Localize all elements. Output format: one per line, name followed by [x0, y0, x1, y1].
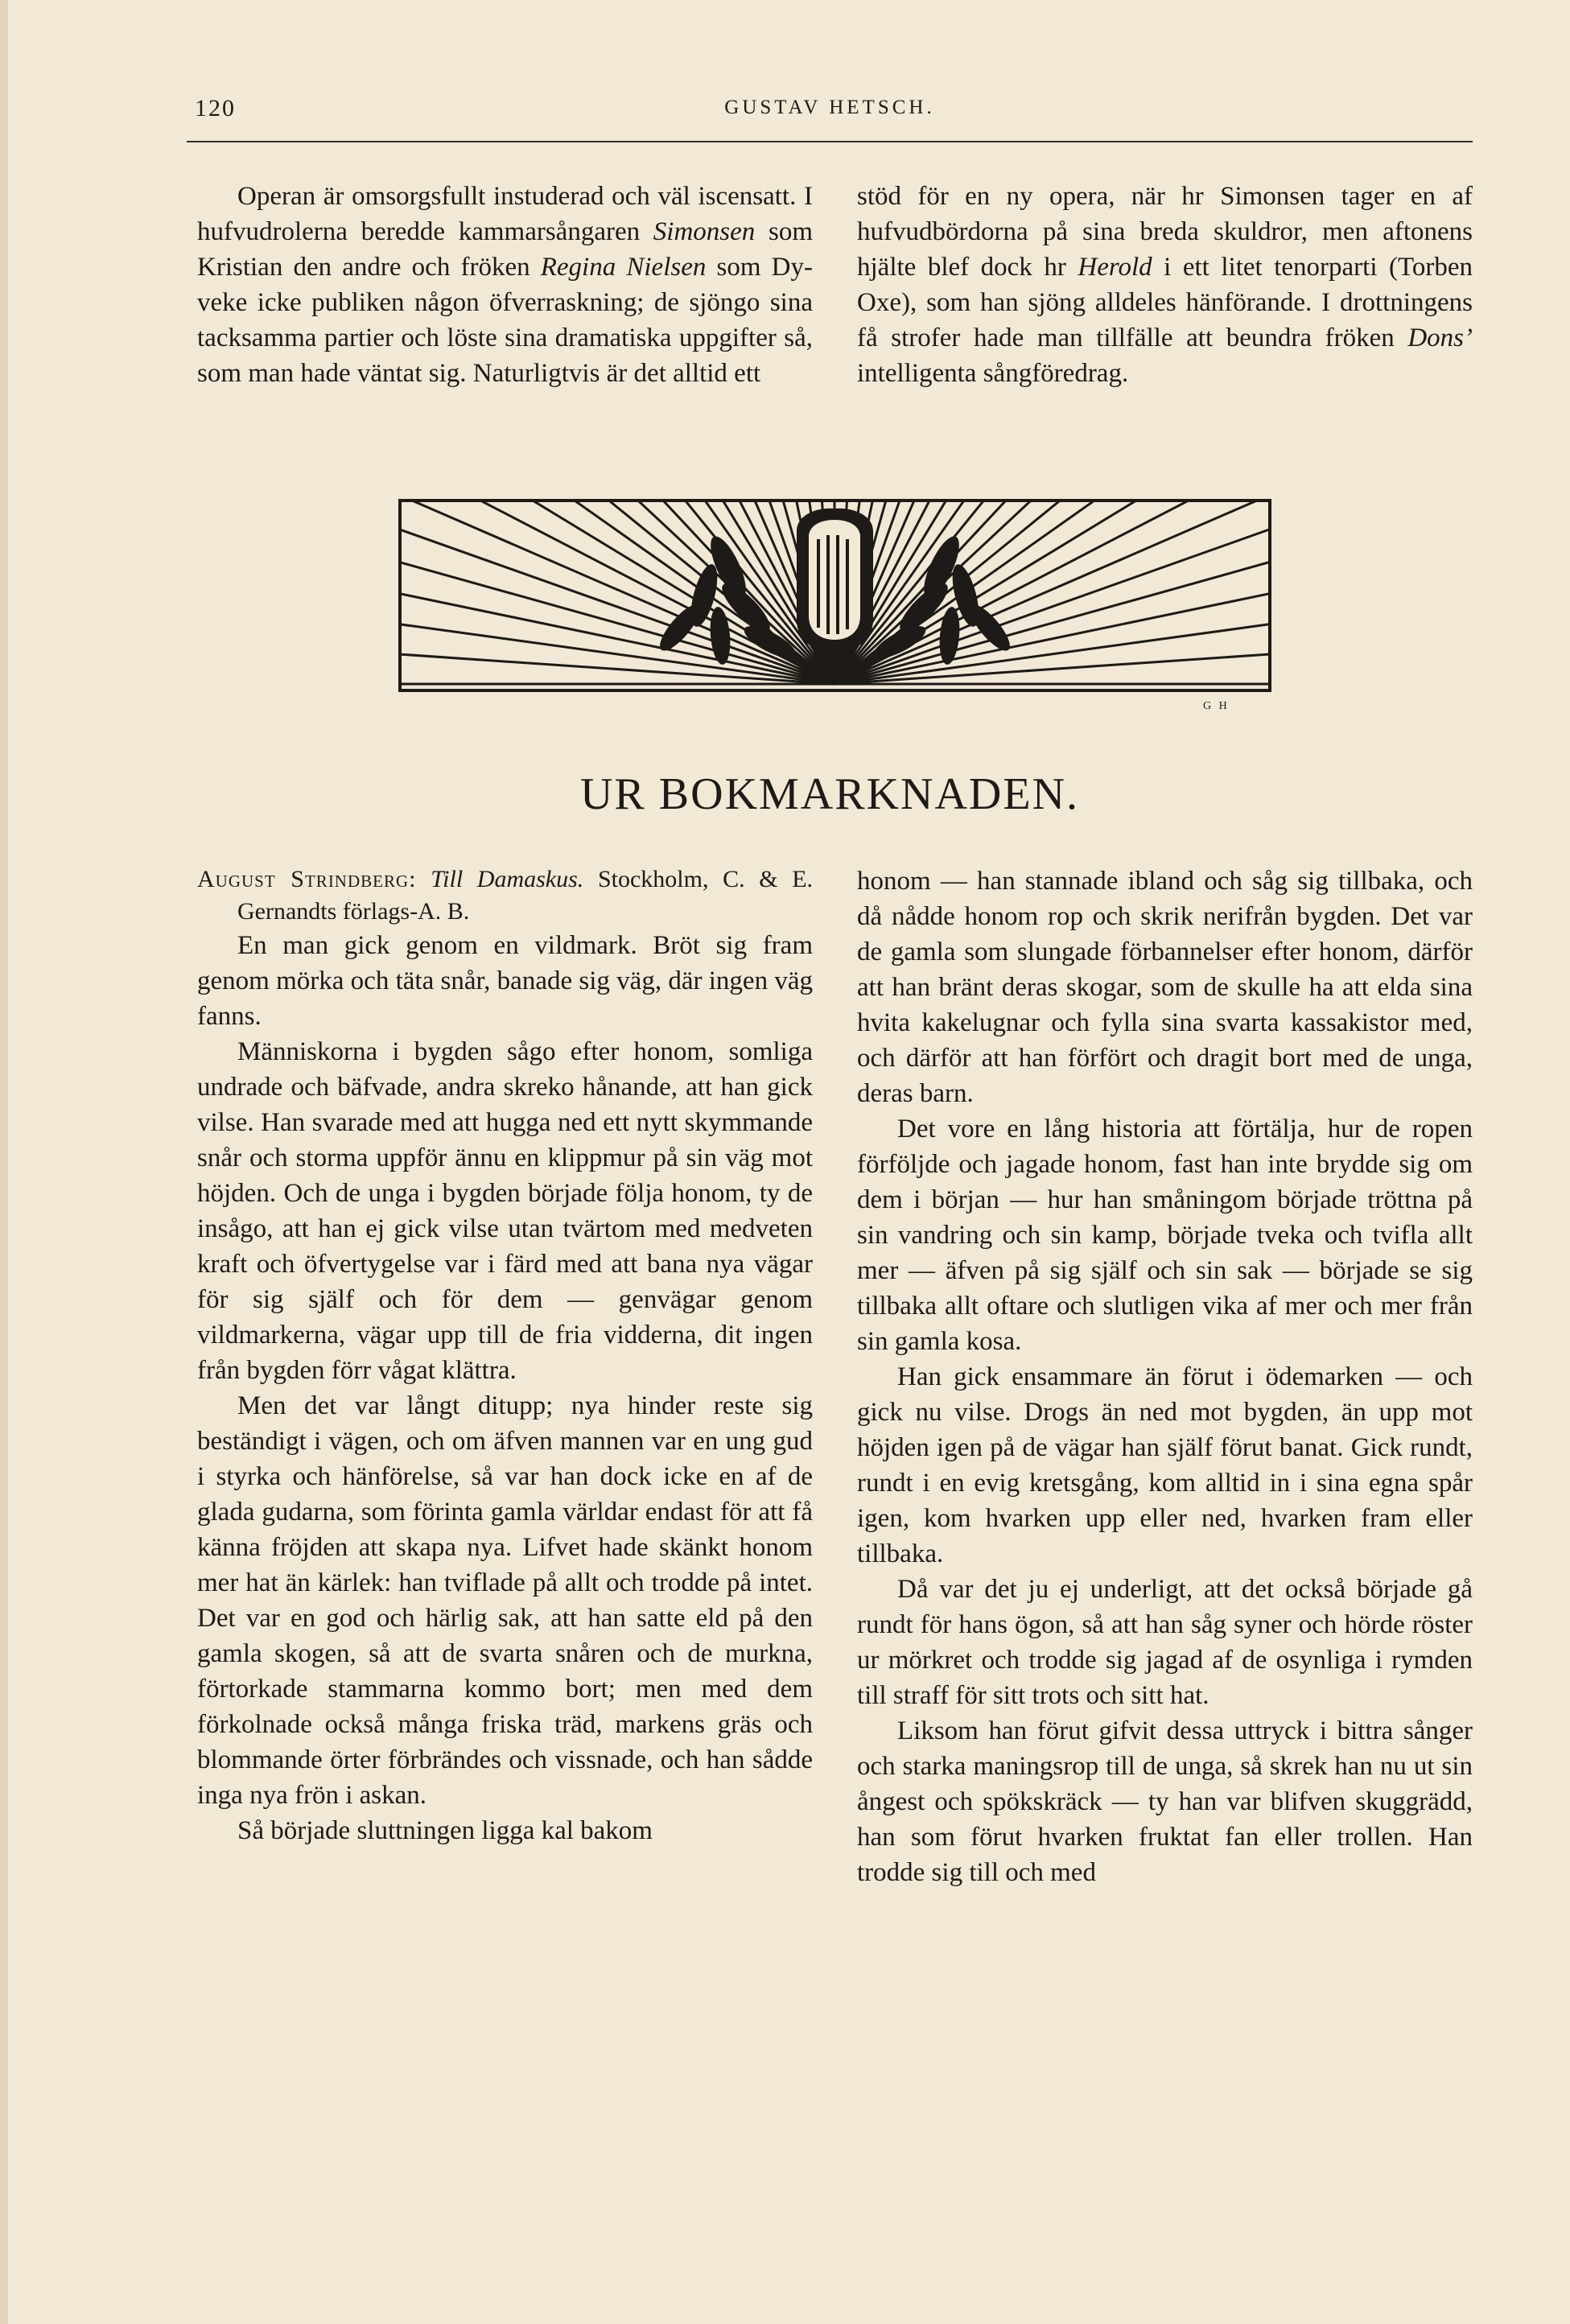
- running-title: GUSTAV HETSCH.: [724, 97, 935, 118]
- paragraph: [197, 179, 813, 391]
- paragraph: [857, 179, 1473, 391]
- paragraph: Så började sluttningen ligga kal bakom: [237, 1816, 653, 1845]
- text: intelligenta sångföredrag.: [857, 359, 1129, 388]
- text: som Dyveke icke publiken någon öfverraskning; de sjöngo sina tacksamma partier och löste sina dramatiska uppgifter så, som man hade väntat sig. Naturligtvis är det alltid ett: [197, 253, 813, 388]
- review-continuation-right-column: [857, 179, 1473, 391]
- text: i ett litet tenorparti (Torben Oxe), som han sjöng alldeles hänförande. I drottningens få strofer hade man tillfälle att beundra fröken: [857, 253, 1473, 352]
- citation-author: August Strindberg:: [197, 866, 417, 892]
- name-simonsen: Simonsen: [653, 217, 756, 246]
- book-citation: [197, 863, 813, 928]
- paragraph: Då var det ju ej underligt, att det också började gå rundt för hans ögon, så att han såg syner och hörde röster ur mörkret och trodde sig jagad af de osynliga i rymden till straff för sitt trots och sitt hat.: [857, 1575, 1473, 1710]
- paragraph: Han gick ensammare än förut i ödemarken — och gick nu vilse. Drogs än ned mot bygden, än upp mot höjden igen på de vägar han själf förut banat. Gick rundt, rundt i en evig kretsgång, kom alltid in i sina egna spår igen, kom hvarken upp eller ned, hvarken fram eller tillbaka.: [857, 1362, 1473, 1568]
- paragraph: honom — han stannade ibland och såg sig tillbaka, och då nådde honom rop och skrik nerifrån bygden. Det var de gamla som slungade förbannelser efter honom, därför att han bränt deras skogar, som de skulle ha att elda sina hvita kakelugnar och fylla sina svarta kassakistor med, och därför att han förfört och dragit bort med de unga, deras barn.: [857, 867, 1473, 1108]
- page-header: [187, 95, 1473, 143]
- name-regina-nielsen: Regina Nielsen: [540, 253, 707, 282]
- ornament-monogram: G H: [1203, 700, 1230, 712]
- name-herold: Herold: [1078, 253, 1152, 282]
- review-continuation-left-column: [197, 179, 813, 391]
- paragraph: Men det var långt ditupp; nya hinder reste sig beständigt i vägen, och om äfven mannen var en ung gud i styrka och hänförelse, så var han dock icke en af de glada gudarna, som förinta gamla världar endast för att få känna fröjden att skapa nya. Lifvet hade skänkt honom mer hat än kärlek: han tviflade på allt och trodde på intet. Det var en god och härlig sak, att han satte eld på den gamla skogen, så att de svarta snåren och de murkna, förtorkade stammarna kommo bort; men med dem förkolnade också många friska träd, markens gräs och blommande örter förbrändes och vissnade, och han sådde inga nya frön i askan.: [197, 1391, 813, 1810]
- text: som Kristian den andre och fröken: [197, 217, 813, 282]
- header-rule: [187, 141, 1473, 142]
- name-dons: Dons’: [1407, 323, 1473, 352]
- section-heading: UR BOKMARKNADEN.: [579, 769, 1080, 819]
- paragraph: Det vore en lång historia att förtälja, hur de ropen förföljde och jagade honom, fast han inte brydde sig om dem i början — hur han småningom började tröttna på sin vandring och sin kamp, började tveka och tvifla allt mer — äfven på sig själf och sin sak — började se sig tillbaka allt oftare och slutligen vika af mer och mer från sin gamla kosa.: [857, 1115, 1473, 1356]
- book-review-left-column: [197, 863, 813, 1848]
- paragraph: Liksom han förut gifvit dessa uttryck i bittra sånger och starka maningsrop till de unga, så skrek han nu ut sin ångest och spökskräck — ty han var blifven skuggrädd, han som förut hvarken fruktat fan eller trollen. Han trodde sig till och med: [857, 1716, 1473, 1887]
- lyre-laurel-vignette-icon: [398, 499, 1271, 692]
- citation-title: Till Damaskus.: [431, 866, 584, 892]
- text: Operan är omsorgsfullt instuderad och väl iscensatt. I hufvudrolerna beredde kammarsångaren: [197, 182, 813, 246]
- page-number: 120: [195, 95, 236, 122]
- citation-publisher: Stockholm, C. & E. Gernandts förlags-A. B.: [237, 866, 814, 925]
- paragraph: En man gick genom en vildmark. Bröt sig fram genom mörka och täta snår, banade sig väg, där ingen väg fanns.: [197, 931, 813, 1031]
- paragraph: Människorna i bygden sågo efter honom, somliga undrade och bäfvade, andra skreko hånande, att han gick vilse. Han svarade med att hugga ned ett nytt skymmande snår och storma uppför ännu en klippmur på sin väg mot höjden. Och de unga i bygden började följa honom, ty de insågo, att han ej gick vilse utan tvärtom med medveten kraft och öfvertygelse var i färd med att bana nya vägar för sig själf och för dem — genvägar genom vildmarkerna, vägar upp till de fria vidderna, dit ingen från bygden förr vågat klättra.: [197, 1037, 813, 1385]
- book-review-right-column: [857, 863, 1473, 1890]
- text: stöd för en ny opera, när hr Simonsen tager en af hufvudbördorna på sina breda skuldror, men aftonens hjälte blef dock hr: [857, 182, 1473, 282]
